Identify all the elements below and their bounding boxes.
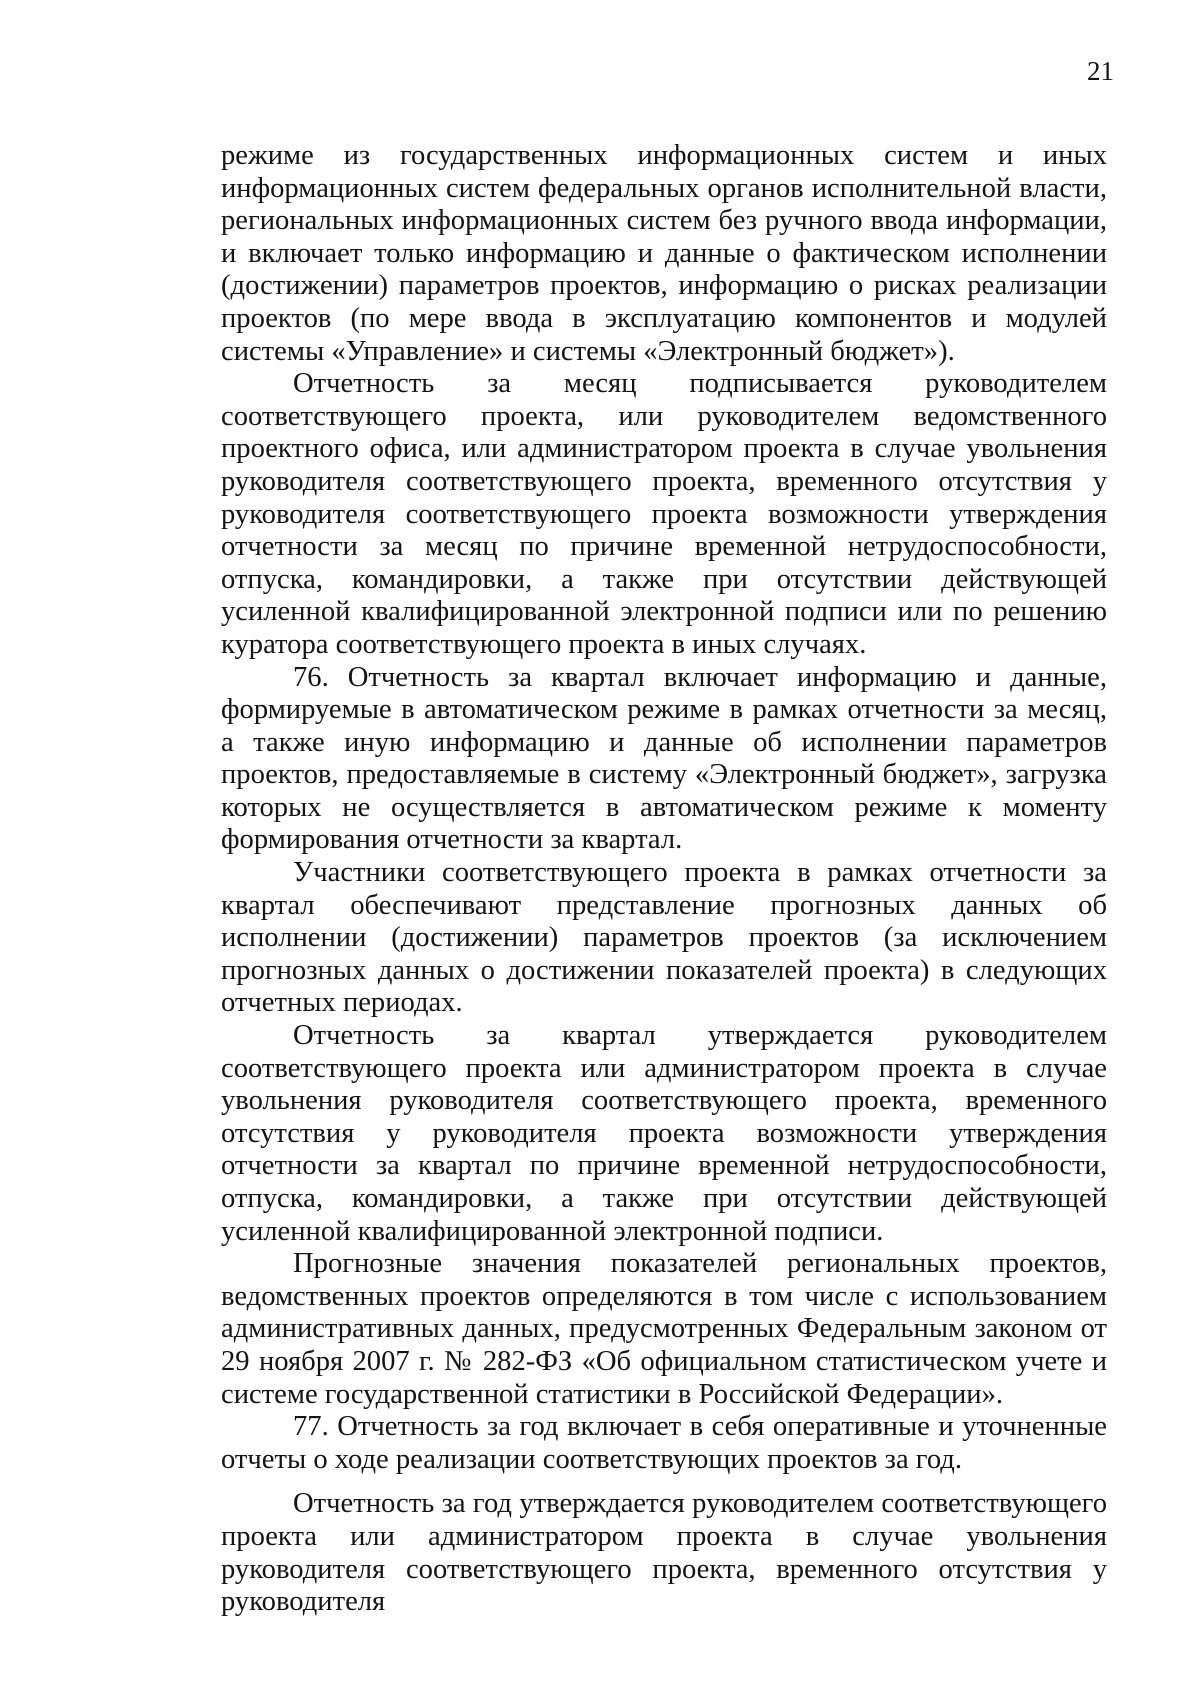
paragraph-year-approval: Отчетность за год утверждается руководителем соответствующего проекта или администратором проекта в случае увольнения руководителя соответствующего проекта, временного отсутствия у руководителя	[221, 1488, 1107, 1618]
paragraph-item-76: 76. Отчетность за квартал включает информацию и данные, формируемые в автоматическом режиме в рамках отчетности за месяц, а также иную информацию и данные об исполнении параметров проектов, предоставляемые в систему «Электронный бюджет», загрузка которых не осуществляется в автоматическом режиме к моменту формирования отчетности за квартал.	[221, 661, 1107, 856]
paragraph-quarter-forecast: Участники соответствующего проекта в рамках отчетности за квартал обеспечивают представление прогнозных данных об исполнении (достижении) параметров проектов (за исключением прогнозных данных о достижении показателей проекта) в следующих отчетных периодах.	[221, 857, 1107, 1019]
paragraph-monthly-signing: Отчетность за месяц подписывается руководителем соответствующего проекта, или руководителем ведомственного проектного офиса, или администратором проекта в случае увольнения руководителя соответствующего проекта, временного отсутствия у руководителя соответствующего проекта возможности утверждения отчетности за месяц по причине временной нетрудоспособности, отпуска, командировки, а также при отсутствии действующей усиленной квалифицированной электронной подписи или по решению куратора соответствующего проекта в иных случаях.	[221, 368, 1107, 660]
paragraph-quarter-approval: Отчетность за квартал утверждается руководителем соответствующего проекта или администратором проекта в случае увольнения руководителя соответствующего проекта, временного отсутствия у руководителя проекта возможности утверждения отчетности за квартал по причине временной нетрудоспособности, отпуска, командировки, а также при отсутствии действующей усиленной квалифицированной электронной подписи.	[221, 1020, 1107, 1247]
paragraph-forecast-values: Прогнозные значения показателей региональных проектов, ведомственных проектов определяются в том числе с использованием административных данных, предусмотренных Федеральным законом от 29 ноября 2007 г. № 282-ФЗ «Об официальном статистическом учете и системе государственной статистики в Российской Федерации».	[221, 1248, 1107, 1410]
paragraph-continuation: режиме из государственных информационных систем и иных информационных систем федеральных органов исполнительной власти, региональных информационных систем без ручного ввода информации, и включает только информацию и данные о фактическом исполнении (достижении) параметров проектов, информацию о рисках реализации проектов (по мере ввода в эксплуатацию компонентов и модулей системы «Управление» и системы «Электронный бюджет»).	[221, 140, 1107, 367]
paragraph-item-77: 77. Отчетность за год включает в себя оперативные и уточненные отчеты о ходе реализации соответствующих проектов за год.	[221, 1411, 1107, 1475]
page-number: 21	[1087, 56, 1114, 86]
body-text	[221, 140, 1107, 1619]
